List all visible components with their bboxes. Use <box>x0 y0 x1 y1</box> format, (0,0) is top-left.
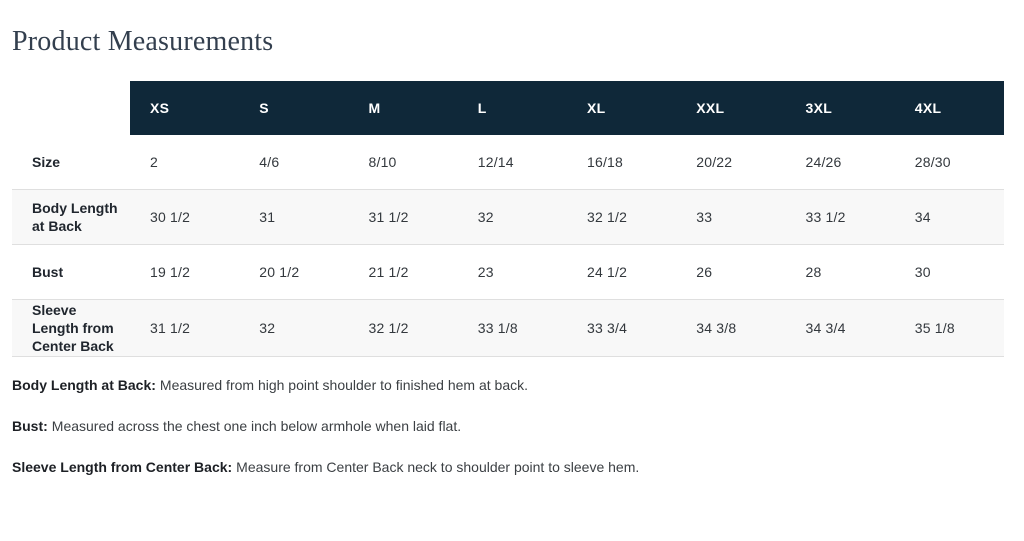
row-label: Bust <box>32 264 64 280</box>
table-cell: 34 <box>914 209 931 225</box>
note-definition: Measured across the chest one inch below armhole when laid flat. <box>51 418 462 434</box>
table-cell: 34 3/8 <box>696 320 737 336</box>
measurement-notes <box>12 375 1024 478</box>
table-cell: 28/30 <box>914 154 951 170</box>
note-term: Body Length at Back: <box>12 377 156 393</box>
table-cell: 30 1/2 <box>150 209 191 225</box>
table-cell: 31 <box>259 209 276 225</box>
table-cell: 24/26 <box>805 154 842 170</box>
table-cell: 35 1/8 <box>914 320 955 336</box>
row-label: Size <box>32 154 61 170</box>
table-cell: 26 <box>696 264 713 280</box>
table-row-body-length <box>12 189 1004 245</box>
table-cell: 16/18 <box>587 154 624 170</box>
column-header-m: M <box>349 81 458 135</box>
table-cell: 20/22 <box>696 154 733 170</box>
column-header-xl: XL <box>567 81 676 135</box>
table-cell: 33 1/8 <box>477 320 518 336</box>
column-header-l: L <box>458 81 567 135</box>
measurements-table <box>12 81 1004 357</box>
table-cell: 31 1/2 <box>368 209 409 225</box>
table-cell: 31 1/2 <box>150 320 191 336</box>
column-header-4xl: 4XL <box>895 81 1004 135</box>
table-cell: 24 1/2 <box>587 264 628 280</box>
table-header-row <box>12 81 1004 135</box>
table-cell: 32 1/2 <box>368 320 409 336</box>
table-cell: 23 <box>477 264 494 280</box>
note-sleeve-length <box>12 457 1024 478</box>
table-cell: 32 <box>477 209 494 225</box>
column-header-s: S <box>239 81 348 135</box>
table-cell: 33 1/2 <box>805 209 846 225</box>
row-label: Sleeve Length from Center Back <box>32 302 114 354</box>
table-row-sleeve-length <box>12 299 1004 357</box>
table-cell: 32 1/2 <box>587 209 628 225</box>
note-term: Sleeve Length from Center Back: <box>12 459 233 475</box>
column-header-xs: XS <box>130 81 239 135</box>
note-definition: Measure from Center Back neck to shoulder point to sleeve hem. <box>236 459 640 475</box>
size-guide-page <box>0 26 1024 478</box>
table-row-bust <box>12 245 1004 299</box>
column-header-xxl: XXL <box>676 81 785 135</box>
table-cell: 21 1/2 <box>368 264 409 280</box>
table-cell: 2 <box>150 154 158 170</box>
table-cell: 32 <box>259 320 276 336</box>
table-cell: 4/6 <box>259 154 280 170</box>
table-cell: 20 1/2 <box>259 264 300 280</box>
page-title: Product Measurements <box>12 26 274 57</box>
table-cell: 8/10 <box>368 154 397 170</box>
table-cell: 28 <box>805 264 822 280</box>
table-corner-cell <box>12 81 130 135</box>
table-cell: 34 3/4 <box>805 320 846 336</box>
note-term: Bust: <box>12 418 48 434</box>
table-row-size <box>12 135 1004 189</box>
row-label: Body Length at Back <box>32 200 118 234</box>
table-cell: 30 <box>914 264 931 280</box>
column-header-3xl: 3XL <box>786 81 895 135</box>
note-bust <box>12 416 1024 437</box>
note-body-length <box>12 375 1024 396</box>
note-definition: Measured from high point shoulder to finished hem at back. <box>159 377 529 393</box>
table-cell: 33 3/4 <box>587 320 628 336</box>
table-cell: 12/14 <box>477 154 514 170</box>
table-cell: 33 <box>696 209 713 225</box>
table-cell: 19 1/2 <box>150 264 191 280</box>
